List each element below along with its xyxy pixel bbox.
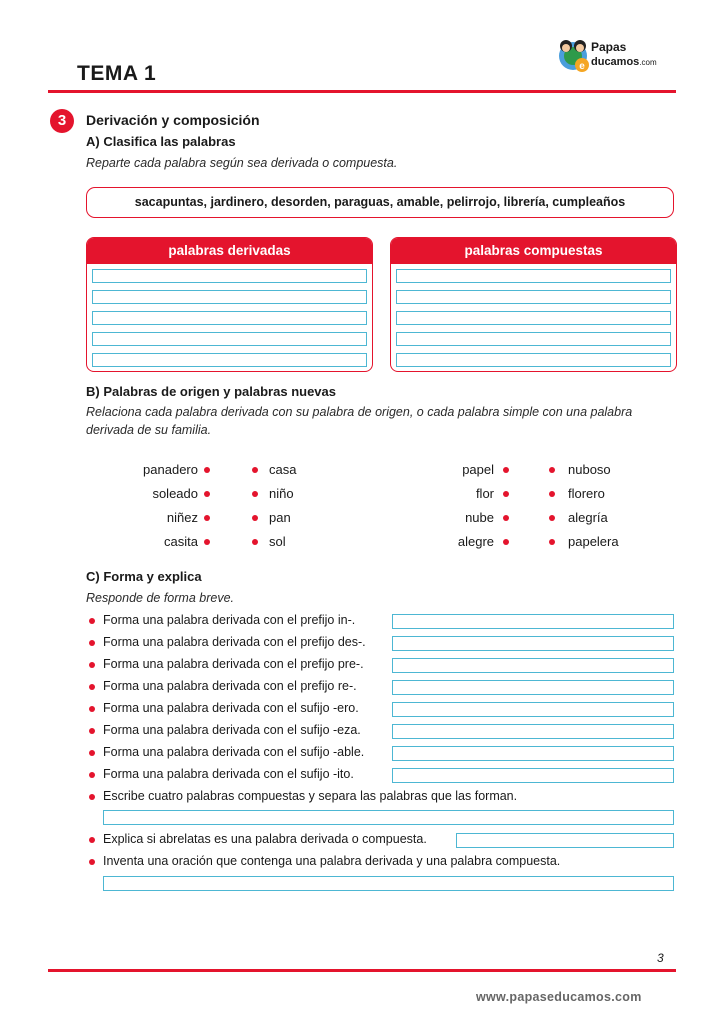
- bullet: [89, 837, 95, 843]
- match-dot[interactable]: [503, 467, 509, 473]
- answer-field[interactable]: [103, 810, 674, 825]
- match-dot[interactable]: [549, 539, 555, 545]
- answer-line[interactable]: [396, 311, 671, 325]
- match-dot[interactable]: [252, 467, 258, 473]
- answer-field[interactable]: [392, 746, 674, 761]
- question-text: Forma una palabra derivada con el sufijo -ito.: [103, 767, 354, 781]
- answer-line[interactable]: [92, 311, 367, 325]
- match-dot[interactable]: [204, 539, 210, 545]
- derived-words-panel: [86, 237, 373, 372]
- page-title: TEMA 1: [77, 62, 157, 85]
- match-word: casa: [269, 462, 297, 477]
- match-word: alegría: [568, 510, 608, 525]
- bullet: [89, 728, 95, 734]
- answer-line[interactable]: [396, 353, 671, 367]
- question-text: Forma una palabra derivada con el sufijo -ero.: [103, 701, 359, 715]
- bullet: [89, 706, 95, 712]
- answer-field[interactable]: [392, 614, 674, 629]
- footer-divider: [48, 969, 676, 972]
- logo-text-top: Papas: [591, 40, 627, 54]
- answer-field[interactable]: [392, 724, 674, 739]
- word-bank: sacapuntas, jardinero, desorden, paraguas, amable, pelirrojo, librería, cumpleaños: [86, 187, 674, 218]
- match-word: papelera: [568, 534, 619, 549]
- match-word: sol: [269, 534, 286, 549]
- question-text: Inventa una oración que contenga una palabra derivada y una palabra compuesta.: [103, 854, 561, 868]
- logo-icon: [556, 38, 590, 72]
- part-a-title: A) Clasifica las palabras: [86, 134, 236, 149]
- match-dot[interactable]: [252, 515, 258, 521]
- match-dot[interactable]: [549, 491, 555, 497]
- header-divider: [48, 90, 676, 93]
- part-c-title: C) Forma y explica: [86, 569, 202, 584]
- question-text: Escribe cuatro palabras compuestas y separa las palabras que las forman.: [103, 789, 518, 803]
- question-text: Forma una palabra derivada con el sufijo -eza.: [103, 723, 361, 737]
- answer-field[interactable]: [392, 658, 674, 673]
- match-dot[interactable]: [503, 491, 509, 497]
- match-dot[interactable]: [252, 539, 258, 545]
- question-text: Forma una palabra derivada con el prefijo pre-.: [103, 657, 364, 671]
- match-word: papel: [462, 462, 494, 477]
- logo-text-bottom: ducamos.com: [591, 56, 657, 68]
- bullet: [89, 794, 95, 800]
- part-b-instruction: derivada de su familia.: [86, 423, 212, 437]
- match-word: pan: [269, 510, 291, 525]
- answer-line[interactable]: [92, 353, 367, 367]
- question-text: Explica si abrelatas es una palabra derivada o compuesta.: [103, 832, 427, 846]
- match-word: flor: [475, 486, 494, 501]
- match-word: florero: [568, 486, 605, 501]
- match-dot[interactable]: [549, 515, 555, 521]
- question-text: Forma una palabra derivada con el sufijo -able.: [103, 745, 365, 759]
- question-text: Forma una palabra derivada con el prefijo re-.: [103, 679, 357, 693]
- page-number: 3: [657, 951, 664, 965]
- answer-line[interactable]: [396, 332, 671, 346]
- footer-url[interactable]: www.papaseducamos.com: [476, 990, 642, 1004]
- part-b-instruction: Relaciona cada palabra derivada con su palabra de origen, o cada palabra simple con una palabra: [86, 405, 633, 419]
- bullet: [89, 750, 95, 756]
- bullet: [89, 772, 95, 778]
- bullet: [89, 640, 95, 646]
- answer-line[interactable]: [92, 290, 367, 304]
- answer-line[interactable]: [396, 290, 671, 304]
- match-word: nuboso: [568, 462, 611, 477]
- answer-field[interactable]: [392, 636, 674, 651]
- section-number-badge: 3: [50, 109, 74, 133]
- bullet: [89, 859, 95, 865]
- derived-words-header: palabras derivadas: [87, 238, 372, 264]
- match-word: nube: [465, 510, 494, 525]
- match-dot[interactable]: [204, 467, 210, 473]
- match-word: panadero: [143, 462, 198, 477]
- logo: [556, 38, 681, 74]
- section-title: Derivación y composición: [86, 112, 260, 128]
- bullet: [89, 618, 95, 624]
- match-dot[interactable]: [503, 515, 509, 521]
- match-dot[interactable]: [549, 467, 555, 473]
- match-word: niño: [269, 486, 294, 501]
- part-a-instruction: Reparte cada palabra según sea derivada o compuesta.: [86, 156, 398, 170]
- answer-field[interactable]: [103, 876, 674, 891]
- answer-line[interactable]: [92, 332, 367, 346]
- match-word: niñez: [166, 510, 198, 525]
- part-c-instruction: Responde de forma breve.: [86, 591, 235, 605]
- answer-field[interactable]: [456, 833, 674, 848]
- match-dot[interactable]: [204, 491, 210, 497]
- match-word: alegre: [457, 534, 494, 549]
- answer-field[interactable]: [392, 768, 674, 783]
- match-dot[interactable]: [252, 491, 258, 497]
- compound-words-header: palabras compuestas: [391, 238, 676, 264]
- match-word: casita: [164, 534, 198, 549]
- bullet: [89, 684, 95, 690]
- answer-line[interactable]: [396, 269, 671, 283]
- part-b-title: B) Palabras de origen y palabras nuevas: [86, 384, 336, 399]
- answer-line[interactable]: [92, 269, 367, 283]
- svg-text:e: e: [579, 61, 585, 72]
- compound-words-panel: [390, 237, 677, 372]
- question-text: Forma una palabra derivada con el prefijo des-.: [103, 635, 366, 649]
- answer-field[interactable]: [392, 680, 674, 695]
- match-dot[interactable]: [204, 515, 210, 521]
- match-dot[interactable]: [503, 539, 509, 545]
- question-text: Forma una palabra derivada con el prefijo in-.: [103, 613, 356, 627]
- answer-field[interactable]: [392, 702, 674, 717]
- match-word: soleado: [152, 486, 198, 501]
- bullet: [89, 662, 95, 668]
